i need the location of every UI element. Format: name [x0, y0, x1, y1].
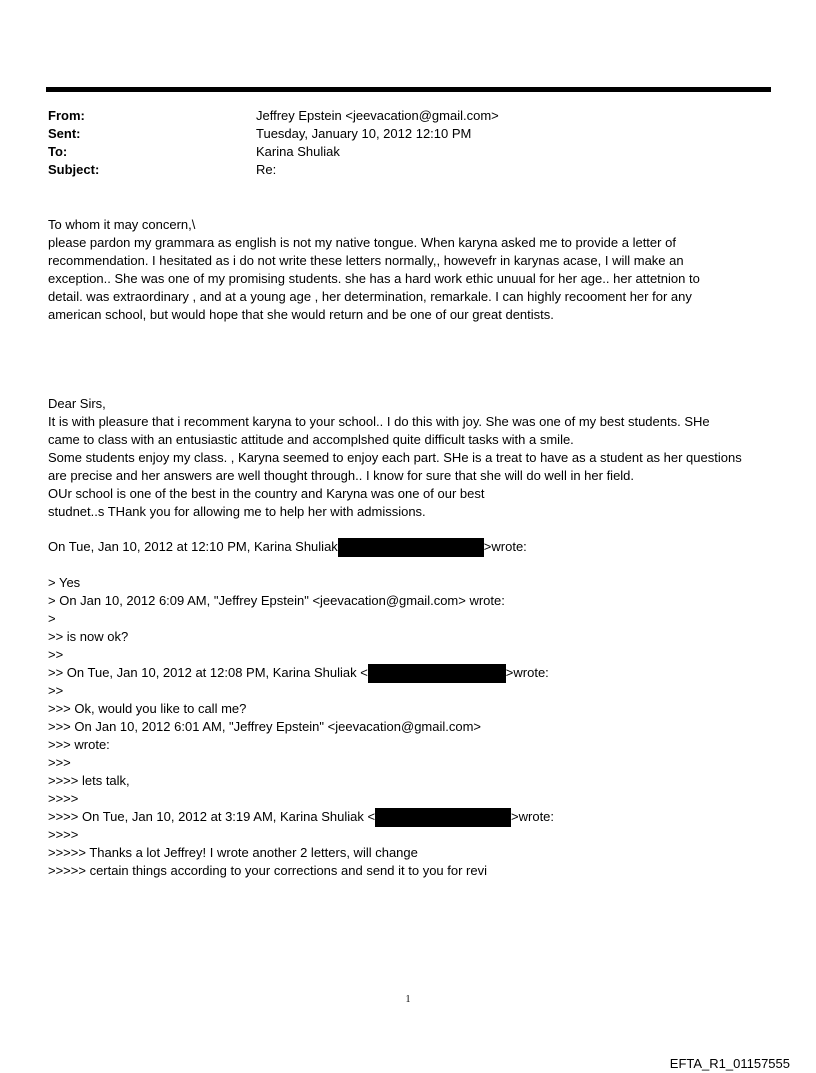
- bates-number: EFTA_R1_01157555: [669, 1056, 790, 1071]
- subject-row: [48, 161, 748, 179]
- sent-value: Tuesday, January 10, 2012 12:10 PM: [256, 126, 472, 141]
- redaction-box: [368, 664, 506, 683]
- subject-label: Subject:: [48, 162, 100, 177]
- quote-line: >>>>: [48, 791, 79, 806]
- redaction-box: [338, 538, 484, 557]
- quote-line: [48, 808, 768, 826]
- letter-line: are precise and her answers are well thought through.. I know for sure that she will do well in her field.: [48, 468, 635, 483]
- quote-line: >>>>: [48, 827, 79, 842]
- quote-line: [48, 664, 768, 682]
- to-row: [48, 143, 748, 161]
- quote-line: >>>>> Thanks a lot Jeffrey! I wrote another 2 letters, will change: [48, 845, 418, 860]
- quote-line: >>>: [48, 755, 71, 770]
- quote-line: >> is now ok?: [48, 629, 129, 644]
- quote-line: > Yes: [48, 575, 81, 590]
- redaction-box: [375, 808, 511, 827]
- quote-line-suffix: >wrote:: [511, 809, 555, 824]
- letter-line: Dear Sirs,: [48, 396, 106, 411]
- header-divider: [46, 87, 771, 92]
- subject-value: Re:: [256, 162, 277, 177]
- page-number: 1: [405, 994, 411, 1005]
- quote-line: >>> On Jan 10, 2012 6:01 AM, "Jeffrey Epstein" <jeevacation@gmail.com>: [48, 719, 482, 734]
- email-header: [48, 107, 748, 179]
- letter-line: studnet..s THank you for allowing me to help her with admissions.: [48, 504, 426, 519]
- to-value: Karina Shuliak: [256, 144, 340, 159]
- letter-dear-sirs: [48, 395, 768, 521]
- from-value: Jeffrey Epstein <jeevacation@gmail.com>: [256, 108, 499, 123]
- quote-line-suffix: >wrote:: [505, 665, 549, 680]
- to-label: To:: [48, 144, 68, 159]
- quote-line: >: [48, 611, 56, 626]
- from-row: [48, 107, 748, 125]
- quote-line: >>> Ok, would you like to call me?: [48, 701, 247, 716]
- from-label: From:: [48, 108, 85, 123]
- letter-line: came to class with an entusiastic attitude and accomplshed quite difficult tasks with a smile.: [48, 432, 574, 447]
- quote-line: >>: [48, 683, 64, 698]
- letter-to-whom-it-may-concern: [48, 216, 768, 324]
- letter-line: It is with pleasure that i recomment karyna to your school.. I do this with joy. She was one of my best students. SHe: [48, 414, 710, 429]
- sent-label: Sent:: [48, 126, 81, 141]
- quote-line-text: >> On Tue, Jan 10, 2012 at 12:08 PM, Karina Shuliak <: [48, 665, 368, 680]
- sent-row: [48, 125, 748, 143]
- quote-intro-line: [48, 538, 768, 556]
- quote-line: >>: [48, 647, 64, 662]
- letter-line: recommendation. I hesitated as i do not write these letters normally,, howevefr in karynas acase, I will make an: [48, 253, 684, 268]
- letter-line: To whom it may concern,\: [48, 217, 196, 232]
- quote-line: >>>>> certain things according to your corrections and send it to you for revi: [48, 863, 487, 878]
- letter-line: exception.. She was one of my promising students. she has a hard work ethic unuual for her age.. her attetnion to: [48, 271, 700, 286]
- letter-line: please pardon my grammara as english is not my native tongue. When karyna asked me to provide a letter of: [48, 235, 676, 250]
- quote-intro-suffix: >wrote:: [483, 539, 527, 554]
- quote-line: >>> wrote:: [48, 737, 110, 752]
- quote-line-text: >>>> On Tue, Jan 10, 2012 at 3:19 AM, Karina Shuliak <: [48, 809, 376, 824]
- quote-intro-text: On Tue, Jan 10, 2012 at 12:10 PM, Karina Shuliak: [48, 539, 338, 554]
- letter-line: OUr school is one of the best in the country and Karyna was one of our best: [48, 486, 485, 501]
- quote-line: >>>> lets talk,: [48, 773, 130, 788]
- quoted-thread: [48, 574, 768, 880]
- letter-line: Some students enjoy my class. , Karyna seemed to enjoy each part. SHe is a treat to have as a student as her questions: [48, 450, 742, 465]
- letter-line: detail. was extraordinary , and at a young age , her determination, remarkale. I can highly recooment her for any: [48, 289, 692, 304]
- quote-line: > On Jan 10, 2012 6:09 AM, "Jeffrey Epstein" <jeevacation@gmail.com> wrote:: [48, 593, 505, 608]
- letter-line: american school, but would hope that she would return and be one of our great dentists.: [48, 307, 554, 322]
- quoted-thread-intro: [48, 538, 768, 556]
